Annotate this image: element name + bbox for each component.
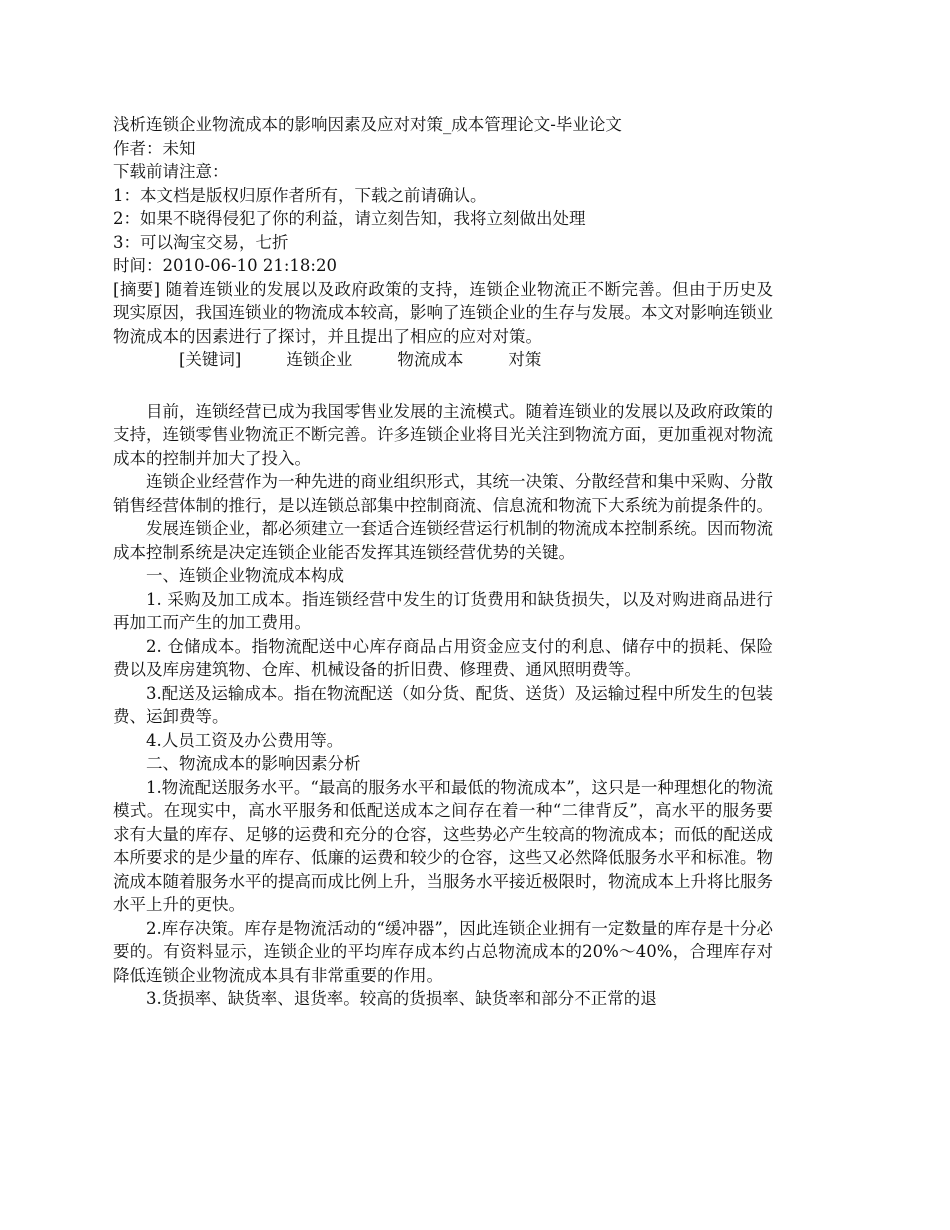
body-paragraph: 发展连锁企业，都必须建立一套适合连锁经营运行机制的物流成本控制系统。因而物流成本控制系统是决定连锁企业能否发挥其连锁经营优势的关键。	[113, 519, 773, 562]
body-paragraph: 目前，连锁经营已成为我国零售业发展的主流模式。随着连锁业的发展以及政府政策的支持，连锁零售业物流正不断完善。许多连锁企业将目光关注到物流方面，更加重视对物流成本的控制并加大了投入。	[113, 401, 773, 468]
keyword: 对策	[508, 350, 542, 369]
body-paragraph: 2. 仓储成本。指物流配送中心库存商品占用资金应支付的利息、储存中的损耗、保险费以及库房建筑物、仓库、机械设备的折旧费、修理费、通风照明费等。	[113, 636, 773, 679]
body-paragraph: 3.配送及运输成本。指在物流配送（如分货、配货、送货）及运输过程中所发生的包装费、运卸费等。	[113, 683, 773, 726]
body-paragraph: 连锁企业经营作为一种先进的商业组织形式，其统一决策、分散经营和集中采购、分散销售经营体制的推行，是以连锁总部集中控制商流、信息流和物流下大系统为前提条件的。	[113, 472, 773, 515]
document-page	[113, 113, 773, 1011]
body-paragraph: 3.货损率、缺货率、退货率。较高的货损率、缺货率和部分不正常的退	[146, 989, 657, 1008]
keywords	[113, 348, 773, 372]
notice-heading: 下载前请注意：	[113, 162, 229, 181]
blank-line	[113, 372, 773, 400]
keywords-label: [关键词]	[179, 350, 242, 369]
notice-item: 3：可以淘宝交易，七折	[113, 232, 289, 252]
author-line: 作者：未知	[113, 138, 196, 158]
notice-item: 1：本文档是版权归原作者所有，下载之前请确认。	[113, 185, 487, 205]
body-paragraph: 1. 采购及加工成本。指连锁经营中发生的订货费用和缺货损失，以及对购进商品进行再加工而产生的加工费用。	[113, 589, 773, 632]
body-paragraph: 2.库存决策。库存是物流活动的“缓冲器”，因此连锁企业拥有一定数量的库存是十分必要的。有资料显示，连锁企业的平均库存成本约占总物流成本的20%～40%，合理库存对降低连锁企业物流成本具有非常重要的作用。	[113, 918, 773, 985]
section-heading: 二、物流成本的影响因素分析	[146, 754, 361, 773]
keyword: 物流成本	[397, 350, 464, 369]
body-paragraph: 1.物流配送服务水平。“最高的服务水平和最低的物流成本”，这只是一种理想化的物流模式。在现实中，高水平服务和低配送成本之间存在着一种“二律背反”，高水平的服务要求有大量的库存、足够的运费和充分的仓容，这些势必产生较高的物流成本；而低的配送成本所要求的是少量的库存、低廉的运费和较少的仓容，这些又必然降低服务水平和标准。物流成本随着服务水平的提高而成比例上升，当服务水平接近极限时，物流成本上升将比服务水平上升的更快。	[113, 777, 773, 914]
timestamp: 时间：2010-06-10 21:18:20	[113, 256, 337, 275]
document-title: 浅析连锁企业物流成本的影响因素及应对对策_成本管理论文-毕业论文	[113, 115, 622, 134]
section-heading: 一、连锁企业物流成本构成	[146, 566, 344, 585]
body-paragraph: 4.人员工资及办公费用等。	[146, 730, 344, 750]
notice-item: 2：如果不晓得侵犯了你的利益，请立刻告知，我将立刻做出处理	[113, 209, 586, 228]
abstract: [摘要] 随着连锁业的发展以及政府政策的支持，连锁企业物流正不断完善。但由于历史及现实原因，我国连锁业的物流成本较高，影响了连锁企业的生存与发展。本文对影响连锁业物流成本的因素进行了探讨，并且提出了相应的应对对策。	[113, 279, 773, 346]
keyword: 连锁企业	[286, 350, 353, 369]
